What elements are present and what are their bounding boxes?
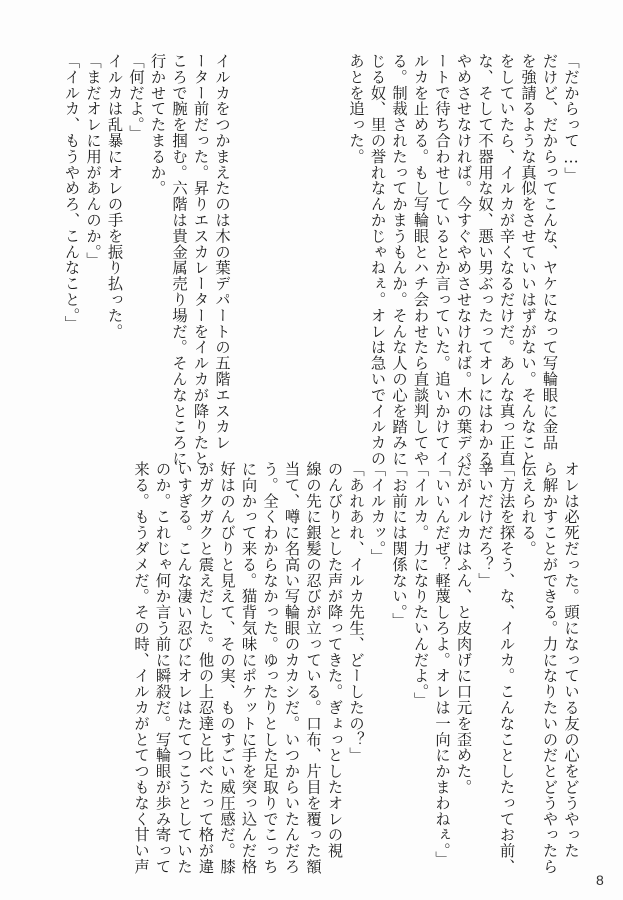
text-line: る。制裁されたってかまうもんか。そんな人の心を踏みに [390,53,408,467]
text-block-upper-right [345,53,582,483]
text-line: のんびりとした声が降ってきた。ぎょっとしたオレの視 [325,461,344,859]
text-line: ートで待ち合わせしているとか言っていた。追いかけてイ [433,53,451,467]
text-line: オレは必死だった。頭になっている友の心をどうやった [562,461,580,859]
text-line: な、そして不器用な奴、悪い男ぶったってオレにはわかる。 [476,53,494,483]
text-line: ルカを止める。もし写輪眼とハチ会わせたら直談判してや [411,53,430,467]
text-line: イルカをつかまえたのは木の葉デパートの五階エスカレ [213,53,231,451]
text-line: 「まだオレに用があんのか。」 [84,53,102,268]
text-line: あとを追った。 [347,53,365,165]
text-line: 線の先に銀髪の忍びが立っている。口布、片目を覆った額 [304,461,322,875]
text-line: やめさせなければ。今すぐやめさせなければ。木の葉デパ [454,53,473,467]
text-line: 「イルカ、もうやめろ、こんなこと。」 [62,53,81,332]
text-line: 当て、噂に名高い写輪眼のカカシだ。いつからいたんだろ [282,461,301,875]
text-line: に向かって来る。猫背気味にポケットに手を突っ込んだ格 [239,461,258,875]
text-line: をしていたら、イルカが辛くなるだけだ。あんな真っ正直 [497,53,516,467]
text-line: 「いいんだぜ？軽蔑しろよ。オレは一向にかまわねぇ。」 [433,461,451,867]
text-line: じる奴、里の誉れなんかじゃねぇ。オレは急いでイルカの [368,53,387,467]
text-block-upper-left [60,53,232,467]
text-line: 「何だよ。」 [127,53,145,141]
text-line: 好はのんびりと見えて、その実、ものすごい威圧感だ。膝 [218,461,236,875]
text-line: 「お前には関係ない。」 [390,461,408,629]
text-line: ら解かすことができる。力になりたいのだとどうやったら [540,461,559,875]
text-block-lower [130,461,582,875]
text-line: だけど、だからってこんな、ヤケになって写輪眼に金品 [540,53,559,451]
text-line: ーター前だった。昇りエスカレーターをイルカが降りたと [191,53,210,467]
text-line: がガクガクと震えだした。他の上忍達と比べたって格が違 [196,461,215,875]
text-line: 「だからって…」 [562,53,580,183]
text-line: う。全くわからなかった。ゆったりとした足取りでこっち [261,461,279,875]
text-line: 「あれあれ、イルカ先生、どーしたの？」 [347,461,365,764]
text-line: 辛いだけだろ？」 [476,461,494,589]
text-line: だがイルカはふん、と皮肉げに口元を歪めた。 [454,461,473,795]
text-line: を強請るような真似をさせていいはずがない。そんなこと [519,53,537,467]
text-line: いすぎる。こんな凄い忍びにオレはたてつこうとしていた [175,461,193,875]
text-line: ころで腕を掴む。六階は貴金属売り場だ。そんなところに [170,53,188,467]
text-line: 「イルカッ。」 [368,461,387,565]
page-number: 8 [596,872,604,888]
text-line: イルカは乱暴にオレの手を振り払った。 [105,53,124,340]
text-line: 行かせてたまるか。 [148,53,167,197]
text-line: のか。これじゃ何か言う前に瞬殺だ。写輪眼が歩み寄って [153,461,172,875]
text-line: 「方法を探そう、な、イルカ。こんなことしたってお前、 [497,461,516,875]
text-line: 来る。もうダメだ。その時、イルカがとてつもなく甘い声 [132,461,150,875]
text-line: 伝えられる。 [519,461,537,557]
text-line: 「イルカ。力になりたいんだよ。」 [411,461,430,708]
